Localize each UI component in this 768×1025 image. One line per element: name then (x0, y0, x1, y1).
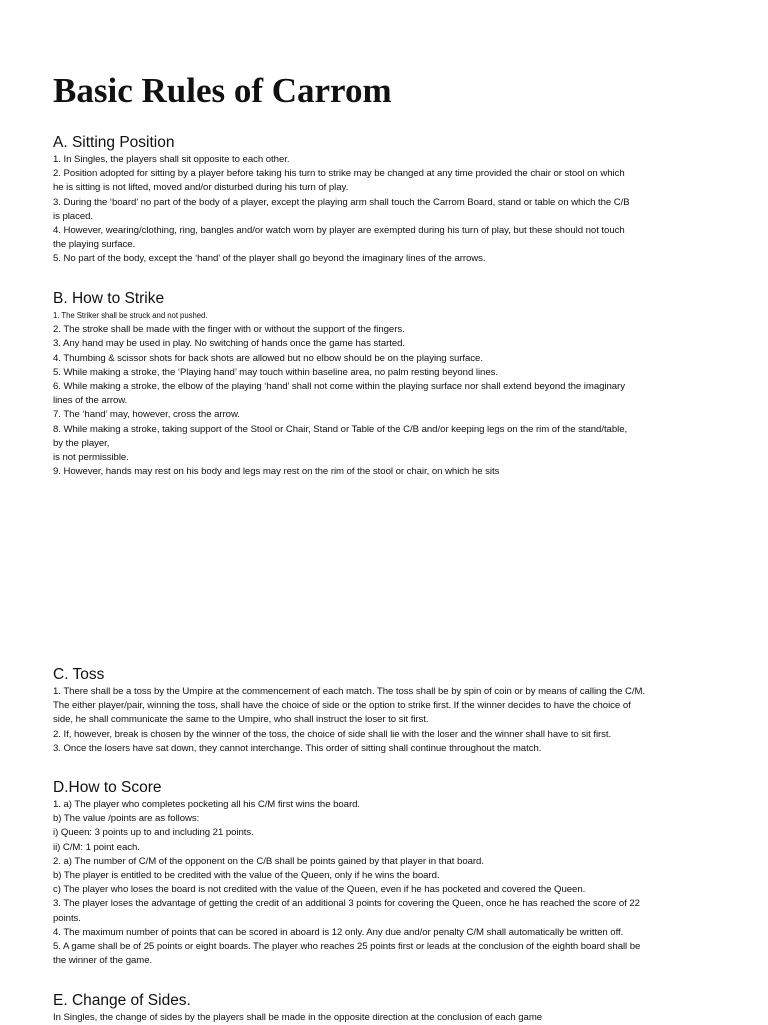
section-heading: D.How to Score (53, 779, 162, 796)
text-line: the winner of the game. (53, 955, 153, 967)
section-sitting-position (53, 133, 725, 267)
text-line: 4. However, wearing/clothing, ring, bangles and/or watch worn by player are exempted during his turn of play, but these should not touch (53, 225, 625, 237)
text-line: 3. Any hand may be used in play. No switching of hands once the game has started. (53, 338, 406, 350)
text-line: In Singles, the change of sides by the players shall be made in the opposite direction at the conclusion of each game (53, 1012, 543, 1023)
text-line: is placed. (53, 210, 94, 222)
section-body (53, 685, 725, 756)
text-line: 2. If, however, break is chosen by the winner of the toss, the choice of side shall lie with the loser and the winner shall have to sit first. (53, 728, 612, 740)
text-line: 3. The player loses the advantage of getting the credit of an additional 3 points for covering the Queen, once he has reached the score of 22 (53, 898, 640, 910)
text-line: The either player/pair, winning the toss, shall have the choice of side or the option to strike first. If the winner decides to have the choice of (53, 700, 631, 712)
text-line: 4. The maximum number of points that can be scored in aboard is 12 only. Any due and/or penalty C/M shall automatically be written off. (53, 926, 624, 938)
text-line: c) The player who loses the board is not credited with the value of the Queen, even if he has pocketed and covered the Queen. (53, 884, 586, 896)
document-title: Basic Rules of Carrom (53, 71, 392, 110)
text-line: 4. Thumbing & scissor shots for back shots are allowed but no elbow should be on the playing surface. (53, 352, 483, 364)
text-line: 8. While making a stroke, taking support of the Stool or Chair, Stand or Table of the C/B and/or keeping legs on the rim of the stand/table, (53, 423, 628, 435)
text-line: ii) C/M: 1 point each. (53, 841, 140, 853)
text-line: the playing surface. (53, 239, 136, 251)
text-line: 1. There shall be a toss by the Umpire at the commencement of each match. The toss shall be by spin of coin or by means of calling the C/M. (53, 686, 646, 697)
section-how-to-score (53, 778, 725, 968)
text-line: 1. The Striker shall be struck and not pushed. (53, 311, 208, 320)
text-line: 2. a) The number of C/M of the opponent on the C/B shall be points gained by that player in that board. (53, 855, 484, 867)
text-line: 3. During the ‘board’ no part of the body of a player, except the playing arm shall touch the Carrom Board, stand or table on which the C/B (53, 196, 630, 208)
text-line: 7. The ‘hand’ may, however, cross the arrow. (53, 409, 240, 421)
text-line: is not permissible. (53, 452, 129, 464)
text-line: he is sitting is not lifted, moved and/or disturbed during his turn of play. (53, 182, 349, 194)
section-heading: B. How to Strike (53, 290, 165, 307)
text-line: 3. Once the losers have sat down, they cannot interchange. This order of sitting shall continue throughout the match. (53, 742, 542, 754)
section-body (53, 153, 725, 267)
text-line: 6. While making a stroke, the elbow of the playing ‘hand’ shall not come within the playing surface nor shall extend beyond the imaginary (53, 381, 625, 393)
section-body (53, 309, 725, 479)
section-body (53, 1011, 725, 1025)
section-how-to-strike (53, 289, 725, 479)
text-line: b) The value /points are as follows: (53, 813, 200, 825)
section-heading: E. Change of Sides. (53, 992, 191, 1009)
text-line: lines of the arrow. (53, 395, 128, 407)
text-line: 1. In Singles, the players shall sit opposite to each other. (53, 154, 290, 165)
text-line: i) Queen: 3 points up to and including 21 points. (53, 827, 254, 839)
section-body (53, 798, 725, 968)
section-toss (53, 665, 725, 756)
text-line: 2. The stroke shall be made with the finger with or without the support of the fingers. (53, 324, 405, 336)
text-line: by the player, (53, 437, 110, 449)
text-line: 5. While making a stroke, the ‘Playing hand’ may touch within baseline area, no palm resting beyond lines. (53, 366, 498, 378)
text-line: 2. Position adopted for sitting by a player before taking his turn to strike may be changed at any time provided the chair or stool on which (53, 168, 625, 180)
text-line: points. (53, 912, 81, 924)
section-heading: C. Toss (53, 666, 105, 683)
text-line: b) The player is entitled to be credited with the value of the Queen, only if he wins the board. (53, 870, 440, 882)
section-change-of-sides (53, 991, 725, 1025)
text-line: 5. A game shall be of 25 points or eight boards. The player who reaches 25 points first or leads at the conclusion of the eighth board shall be (53, 941, 641, 953)
text-line: 9. However, hands may rest on his body and legs may rest on the rim of the stool or chair, on which he sits (53, 466, 500, 478)
text-line: side, he shall communicate the same to the Umpire, who shall instruct the loser to sit first. (53, 714, 429, 726)
text-line: 1. a) The player who completes pocketing all his C/M first wins the board. (53, 799, 360, 810)
text-line: 5. No part of the body, except the ‘hand’ of the player shall go beyond the imaginary lines of the arrows. (53, 253, 486, 265)
section-heading: A. Sitting Position (53, 134, 175, 151)
